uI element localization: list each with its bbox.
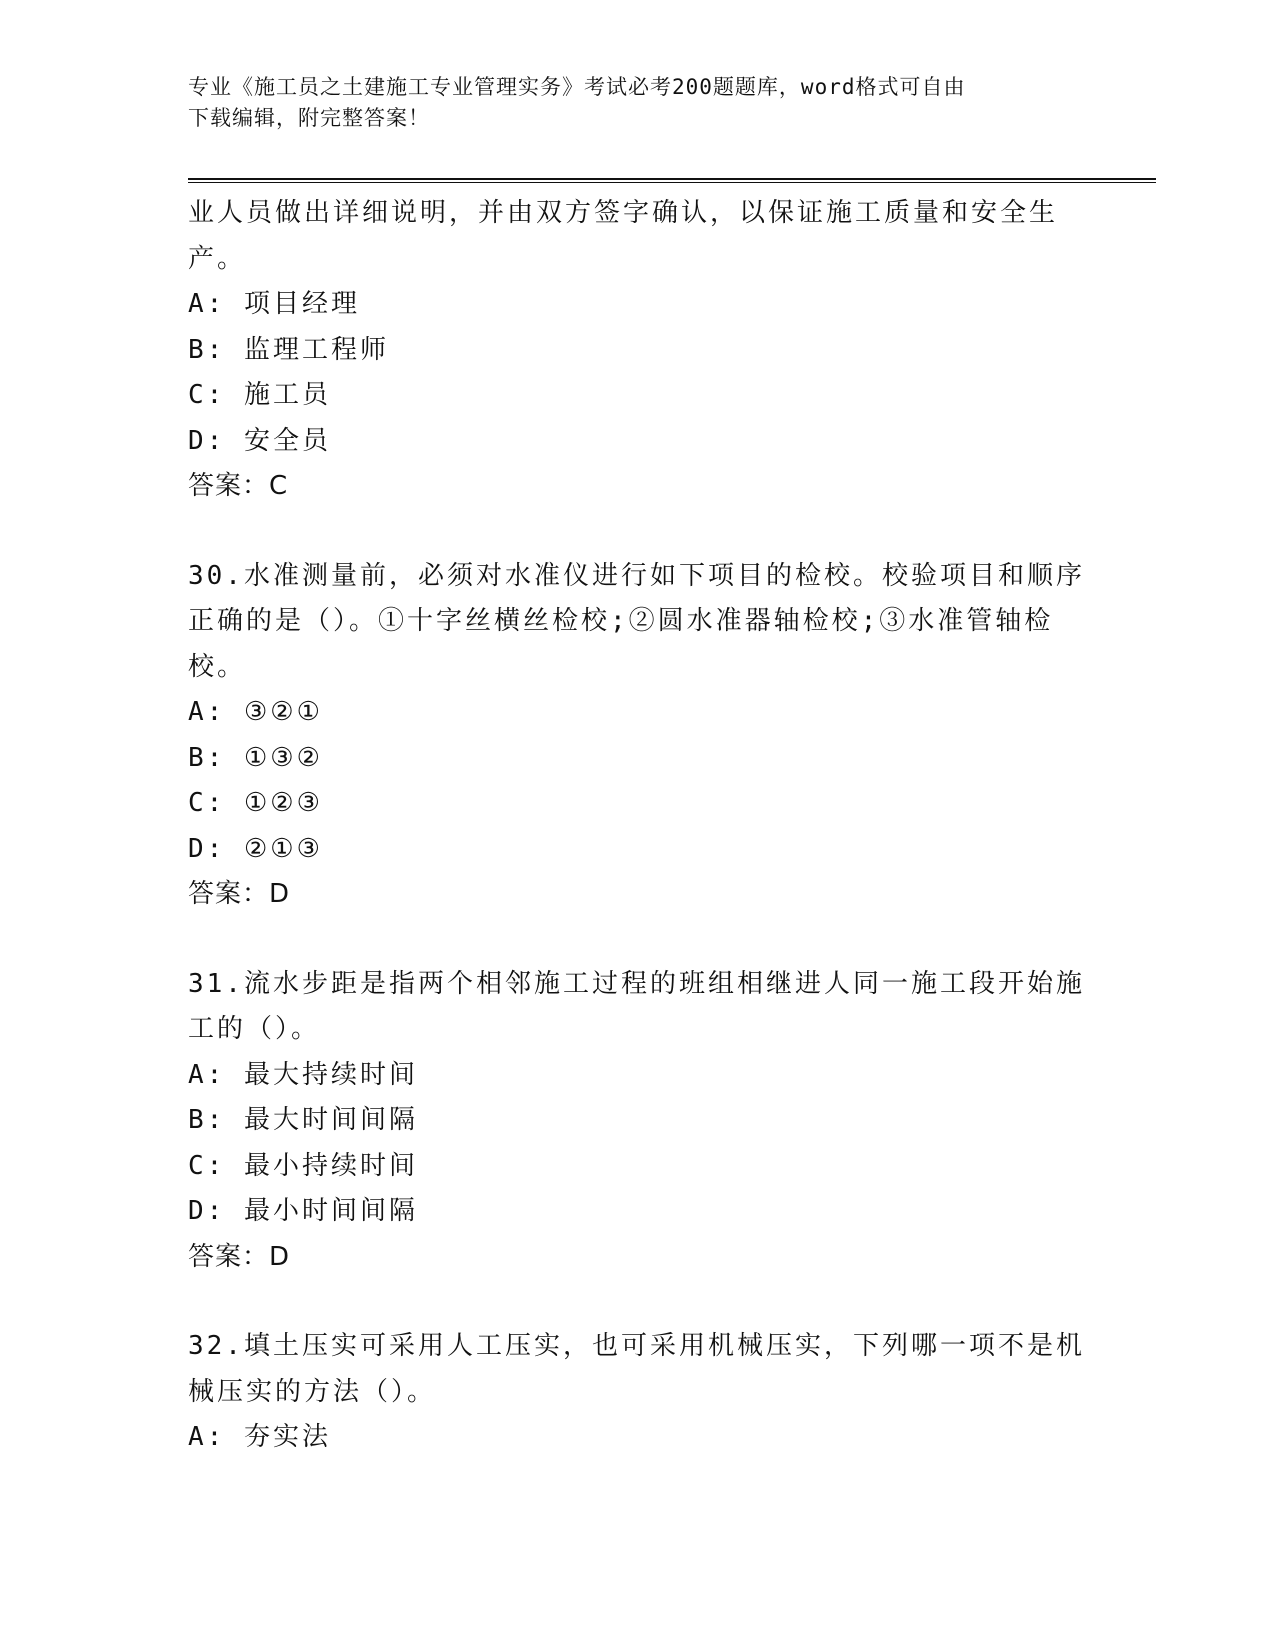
option-a: A: 夯实法: [188, 1422, 331, 1452]
option-c: C: 施工员: [188, 380, 331, 410]
question-stem: 工的（）。: [188, 1014, 321, 1044]
option-a: A: ③②①: [188, 697, 323, 727]
question-stem: 正确的是（）。①十字丝横丝检校;②圆水准器轴检校;③水准管轴检: [188, 606, 1054, 636]
option-b: B: 监理工程师: [188, 334, 389, 365]
option-a: A: 最大持续时间: [188, 1059, 418, 1090]
option-d: D: ②①③: [188, 833, 323, 864]
option-c: C: ①②③: [188, 788, 323, 818]
answer: 答案：D: [188, 879, 291, 909]
spacer: [188, 1280, 1088, 1324]
option-b: B: 最大时间间隔: [188, 1105, 418, 1135]
question-stem: 校。: [188, 651, 247, 682]
spacer: [188, 510, 1088, 554]
option-d: D: 安全员: [188, 425, 331, 456]
question-stem: 30.水准测量前，必须对水准仪进行如下项目的检校。校验项目和顺序: [188, 560, 1085, 591]
header-line-2: 下载编辑，附完整答案！: [188, 106, 430, 130]
question-stem: 业人员做出详细说明，并由双方签字确认，以保证施工质量和安全生: [188, 198, 1059, 228]
question-stem: 产。: [188, 243, 247, 274]
spacer: [188, 918, 1088, 962]
question-list: [188, 191, 1088, 1461]
page-header: [188, 72, 1088, 134]
question-stem: 械压实的方法（）。: [188, 1376, 437, 1407]
question-stem: 32.填土压实可采用人工压实，也可采用机械压实，下列哪一项不是机: [188, 1331, 1085, 1361]
question-block-prev: [188, 191, 1088, 510]
question-block-31: [188, 962, 1088, 1281]
option-d: D: 最小时间间隔: [188, 1196, 418, 1226]
option-b: B: ①③②: [188, 742, 323, 773]
header-divider: [188, 178, 1156, 183]
header-line-1: 专业《施工员之土建施工专业管理实务》考试必考200题题库，word格式可自由: [188, 75, 966, 99]
question-block-32: [188, 1324, 1088, 1461]
option-c: C: 最小持续时间: [188, 1150, 418, 1181]
option-a: A: 项目经理: [188, 289, 360, 319]
answer: 答案：C: [188, 471, 289, 501]
answer: 答案：D: [188, 1241, 291, 1272]
question-block-30: [188, 554, 1088, 918]
question-stem: 31.流水步距是指两个相邻施工过程的班组相继进人同一施工段开始施: [188, 968, 1085, 999]
